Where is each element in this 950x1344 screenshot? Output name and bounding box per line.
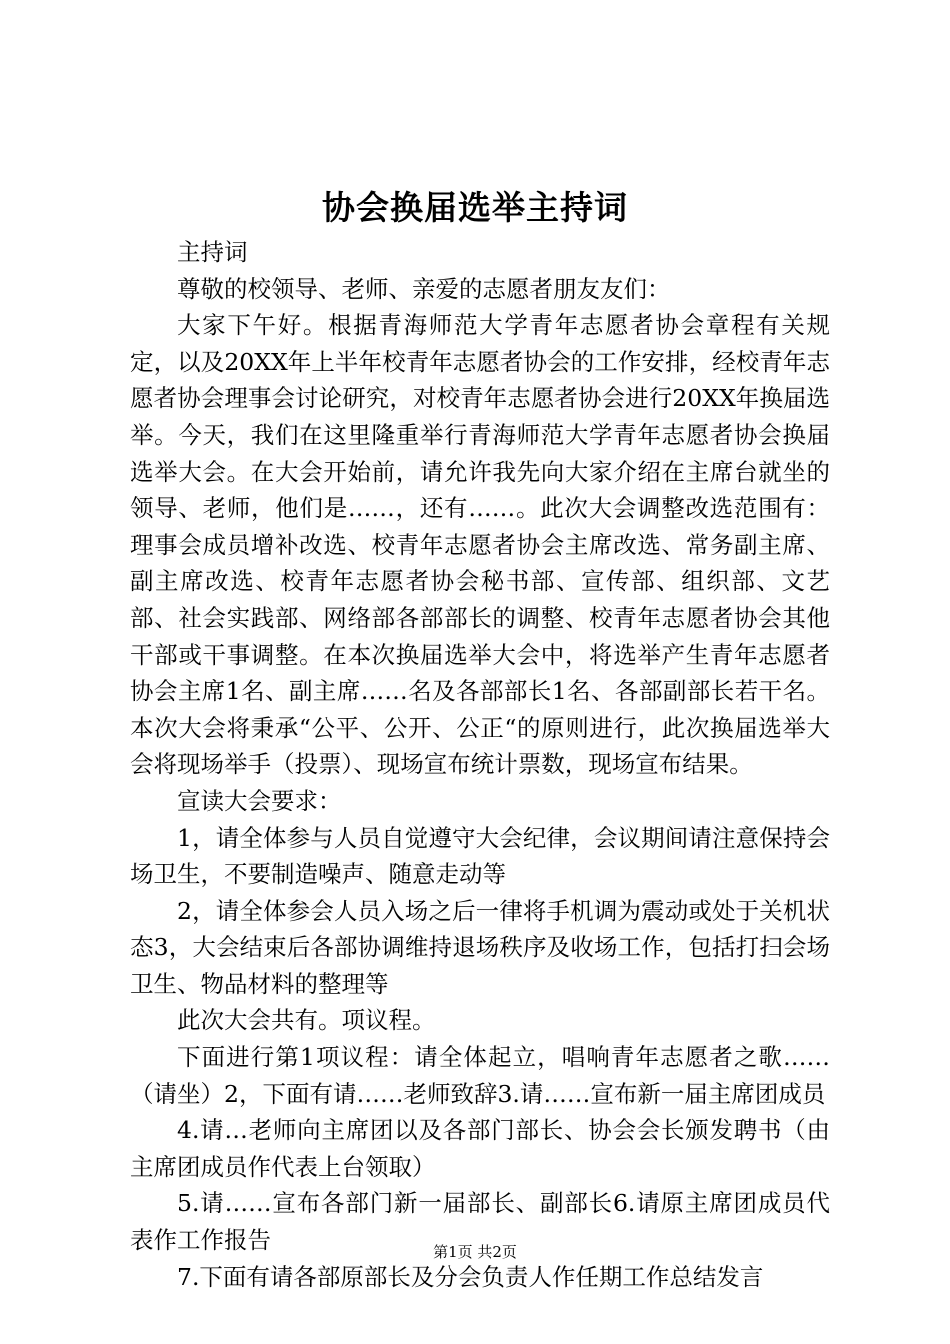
paragraph-requirement-2: 2，请全体参会人员入场之后一律将手机调为震动或处于关机状态3，大会结束后各部协调维持退场秩序及收场工作，包括打扫会场卫生、物品材料的整理等	[130, 896, 830, 998]
paragraph-opening: 大家下午好。根据青海师范大学青年志愿者协会章程有关规定，以及20XX年上半年校青年志愿者协会的工作安排，经校青年志愿者协会理事会讨论研究，对校青年志愿者协会进行20XX年换届选举。今天，我们在这里隆重举行青海师范大学青年志愿者协会换届选举大会。在大会开始前，请允许我先向大家介绍在主席台就坐的领导、老师，他们是……，还有……。此次大会调整改选范围有：理事会成员增补改选、校青年志愿者协会主席改选、常务副主席、副主席改选、校青年志愿者协会秘书部、宣传部、组织部、文艺部、社会实践部、网络部各部部长的调整、校青年志愿者协会其他干部或干事调整。在本次换届选举大会中，将选举产生青年志愿者协会主席1名、副主席……名及各部部长1名、各部副部长若干名。本次大会将秉承“公平、公开、公正“的原则进行，此次换届选举大会将现场举手（投票）、现场宣布统计票数，现场宣布结果。	[130, 311, 830, 779]
document-title: 协会换届选举主持词	[322, 188, 628, 227]
paragraph-agenda-count: 此次大会共有。项议程。	[177, 1006, 436, 1035]
paragraph-requirement-1: 1，请全体参与人员自觉遵守大会纪律，会议期间请注意保持会场卫生，不要制造噪声、随意走动等	[130, 823, 830, 889]
paragraph-agenda-1: 下面进行第1项议程：请全体起立，唱响青年志愿者之歌……（请坐）2，下面有请……老师致辞3.请……宣布新一届主席团成员	[130, 1043, 830, 1108]
paragraph-agenda-4: 4.请…老师向主席团以及各部门部长、协会会长颁发聘书（由主席团成员作代表上台领取）	[130, 1116, 830, 1181]
document-body	[130, 234, 830, 1295]
paragraph-agenda-7: 7.下面有请各部原部长及分会负责人作任期工作总结发言	[177, 1262, 764, 1291]
paragraph-agenda-5: 5.请……宣布各部门新一届部长、副部长6.请原主席团成员代表作工作报告	[130, 1189, 830, 1255]
paragraph-requirements-heading: 宣读大会要求：	[177, 786, 342, 815]
paragraph-salutation: 尊敬的校领导、老师、亲爱的志愿者朋友友们：	[177, 274, 671, 303]
page-number-footer: 第1页 共2页	[433, 1243, 517, 1261]
paragraph-heading: 主持词	[177, 238, 248, 266]
